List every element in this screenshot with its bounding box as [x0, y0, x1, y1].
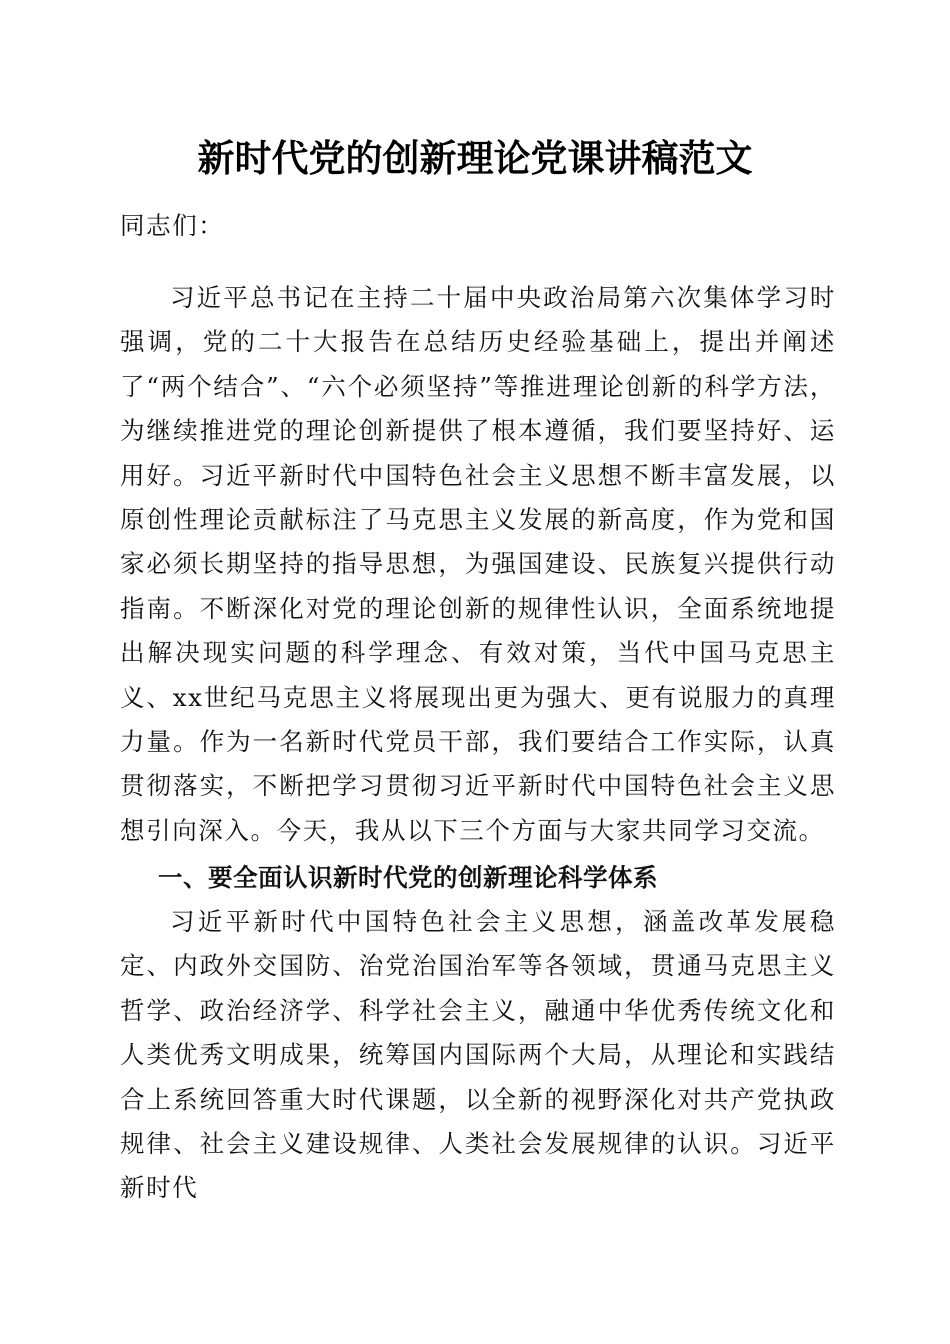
- salutation: 同志们：: [120, 211, 225, 240]
- document-title: 新时代党的创新理论党课讲稿范文: [197, 136, 753, 180]
- paragraph-intro: 习近平总书记在主持二十届中央政治局第六次集体学习时强调，党的二十大报告在总结历史经验基础上，提出并阐述了“两个结合”、“六个必须坚持”等推进理论创新的科学方法，为继续推进党的理论创新提供了根本遵循，我们要坚持好、运用好。习近平新时代中国特色社会主义思想不断丰富发展，以原创性理论贡献标注了马克思主义发展的新高度，作为党和国家必须长期坚持的指导思想，为强国建设、民族复兴提供行动指南。不断深化对党的理论创新的规律性认识，全面系统地提出解决现实问题的科学理念、有效对策，当代中国马克思主义、xx世纪马克思主义将展现出更为强大、更有说服力的真理力量。作为一名新时代党员干部，我们要结合工作实际，认真贯彻落实，不断把学习贯彻习近平新时代中国特色社会主义思想引向深入。今天，我从以下三个方面与大家共同学习交流。: [120, 283, 836, 845]
- section-heading-1: 一、要全面认识新时代党的创新理论科学体系: [158, 863, 658, 892]
- paragraph-section-1: 习近平新时代中国特色社会主义思想，涵盖改革发展稳定、内政外交国防、治党治国治军等各领域，贯通马克思主义哲学、政治经济学、科学社会主义，融通中华优秀传统文化和人类优秀文明成果，统筹国内国际两个大局，从理论和实践结合上系统回答重大时代课题，以全新的视野深化对共产党执政规律、社会主义建设规律、人类社会发展规律的认识。习近平新时代: [120, 907, 836, 1203]
